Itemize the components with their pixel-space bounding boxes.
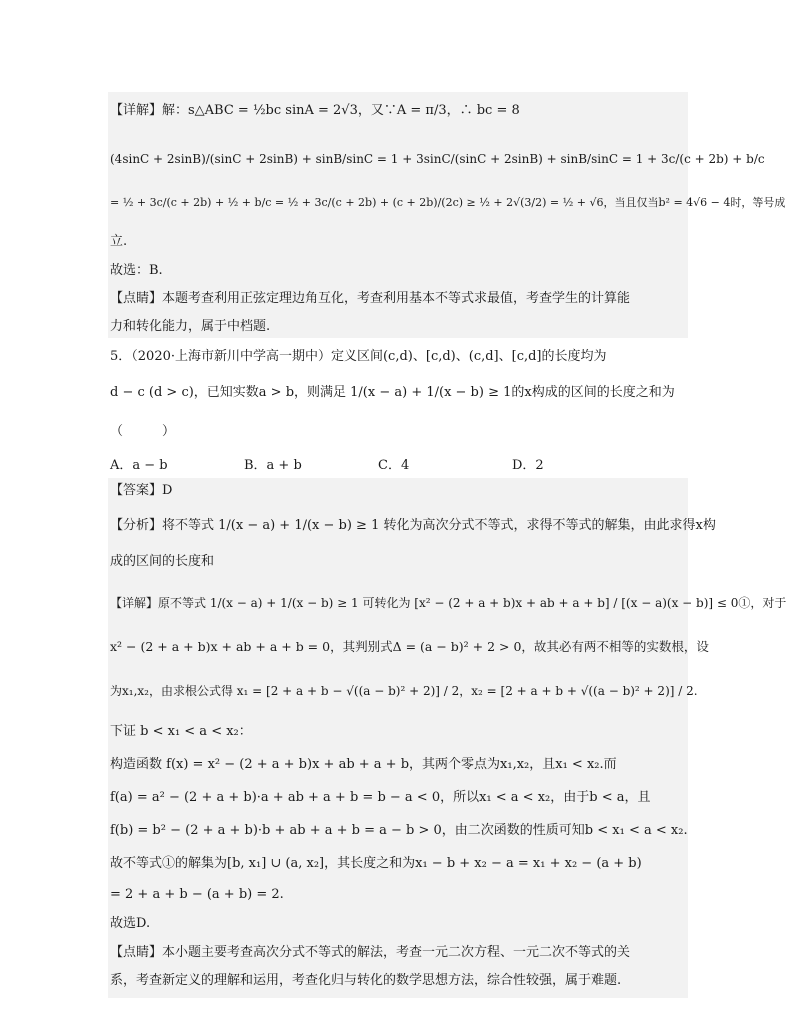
comment-line-2: 力和转化能力，属于中档题.: [110, 319, 271, 334]
comment2-line-2: 系，考查新定义的理解和运用，考查化归与转化的数学思想方法，综合性较强，属于难题.: [110, 973, 622, 988]
question-line-1: 5．（2020·上海市新川中学高一期中）定义区间(c,d)、[c,d)、(c,d]、[c,d]的长度均为: [110, 349, 607, 364]
detail2-line-6: f(a) = a² − (2 + a + b)·a + ab + a + b = b − a < 0，所以x₁ < a < x₂，由于b < a，且: [110, 790, 651, 805]
choice2-line: 故选D.: [110, 916, 151, 931]
question-line-2: d − c (d > c)，已知实数a > b，则满足 1/(x − a) + 1/(x − b) ≥ 1的x构成的区间的长度之和为: [110, 385, 675, 400]
comment-line-1: 【点睛】本题考查利用正弦定理边角互化，考查利用基本不等式求最值，考查学生的计算能: [110, 291, 631, 306]
answer-line: 【答案】D: [110, 483, 173, 498]
option-a: A．a − b: [110, 458, 168, 473]
detail2-line-2: x² − (2 + a + b)x + ab + a + b = 0，其判别式Δ = (a − b)² + 2 > 0，故其必有两不相等的实数根，设: [110, 639, 709, 654]
detail2-line-5: 构造函数 f(x) = x² − (2 + a + b)x + ab + a + b，其两个零点为x₁,x₂，且x₁ < x₂.而: [110, 757, 617, 772]
detail-line-2: (4sinC + 2sinB)/(sinC + 2sinB) + sinB/sinC = 1 + 3sinC/(sinC + 2sinB) + sinB/sinC = 1 + 3c/(c + 2b) + b/c: [110, 152, 765, 166]
option-d: D．2: [512, 458, 544, 473]
detail2-line-7: f(b) = b² − (2 + a + b)·b + ab + a + b = a − b > 0，由二次函数的性质可知b < x₁ < a < x₂.: [110, 823, 688, 838]
detail2-line-9: = 2 + a + b − (a + b) = 2.: [110, 887, 284, 902]
detail2-line-8: 故不等式①的解集为[b, x₁] ∪ (a, x₂]，其长度之和为x₁ − b + x₂ − a = x₁ + x₂ − (a + b): [110, 856, 642, 871]
comment2-line-1: 【点睛】本小题主要考查高次分式不等式的解法，考查一元二次方程、一元二次不等式的关: [110, 945, 631, 960]
detail-line-1: 【详解】解：s△ABC = ½bc sinA = 2√3，又∵A = π/3，∴ bc = 8: [110, 103, 520, 118]
analysis-line-1: 【分析】将不等式 1/(x − a) + 1/(x − b) ≥ 1 转化为高次分式不等式，求得不等式的解集，由此求得x构: [110, 518, 716, 533]
question-line-3: （ ）: [110, 424, 176, 439]
detail-line-3: = ½ + 3c/(c + 2b) + ½ + b/c = ½ + 3c/(c + 2b) + (c + 2b)/(2c) ≥ ½ + 2√(3/2) = ½ + √6，当且仅当b² = 4√6 − 4时，等号成: [110, 196, 786, 209]
detail2-line-3: 为x₁,x₂，由求根公式得 x₁ = [2 + a + b − √((a − b)² + 2)] / 2，x₂ = [2 + a + b + √((a − b)² + 2)] / 2.: [110, 684, 698, 698]
option-b: B．a + b: [244, 458, 302, 473]
detail2-line-1: 【详解】原不等式 1/(x − a) + 1/(x − b) ≥ 1 可转化为 [x² − (2 + a + b)x + ab + a + b] / [(x − a)(x − b)] ≤ 0①，对于: [110, 596, 787, 610]
detail-line-4: 立.: [110, 234, 128, 249]
detail2-line-4: 下证 b < x₁ < a < x₂：: [110, 724, 252, 739]
choice-line: 故选：B.: [110, 263, 163, 278]
option-c: C．4: [378, 458, 410, 473]
analysis-line-2: 成的区间的长度和: [110, 554, 215, 569]
